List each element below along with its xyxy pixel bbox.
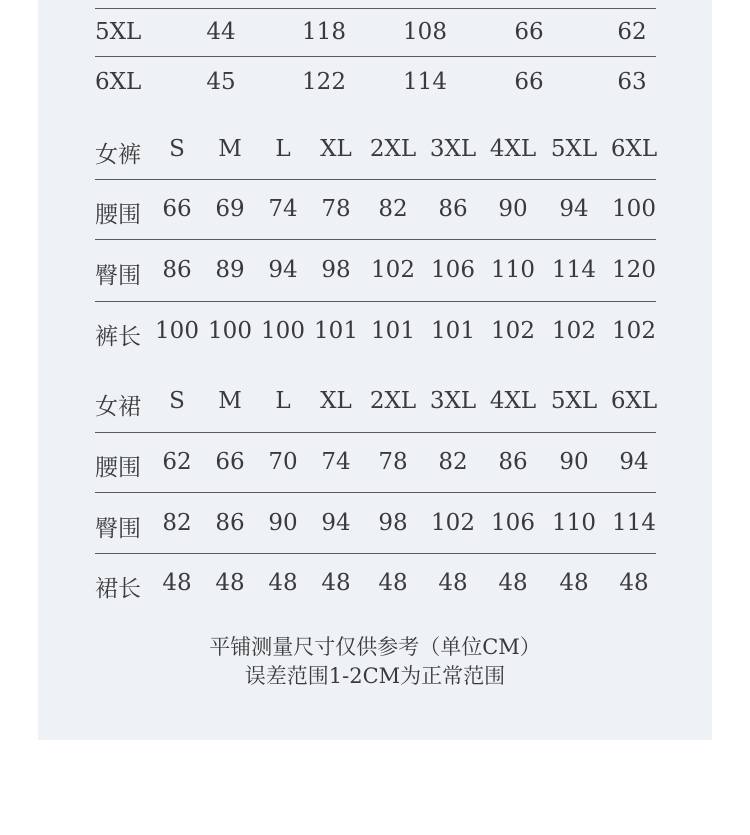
table-cell: 62 (162, 449, 192, 475)
table-row (95, 302, 656, 362)
table-cell: 86 (215, 510, 245, 536)
table-cell: 110 (491, 257, 535, 283)
women-pants-size-table (95, 131, 656, 362)
table-cell: 48 (268, 570, 298, 596)
table-cell: 94 (559, 196, 589, 222)
row-label: 臀围 (95, 263, 141, 289)
table-cell: 106 (431, 257, 475, 283)
table-cell: 101 (371, 318, 415, 344)
row-label: 腰围 (95, 202, 141, 228)
table-cell: 102 (431, 510, 475, 536)
table-cell: 90 (559, 449, 589, 475)
women-skirt-size-table (95, 383, 656, 614)
table-cell: 82 (162, 510, 192, 536)
column-header: 5XL (550, 388, 598, 414)
column-header: 4XL (489, 388, 537, 414)
table-cell: 100 (261, 318, 305, 344)
table-header-row (95, 383, 656, 433)
table-cell: 74 (321, 449, 351, 475)
table-cell: 94 (268, 257, 298, 283)
table-row (95, 493, 656, 554)
table-cell: 66 (514, 19, 544, 45)
column-header: 3XL (429, 388, 477, 414)
table-cell: 48 (498, 570, 528, 596)
table-cell: 94 (321, 510, 351, 536)
column-header: XL (320, 388, 352, 414)
measurement-note: 平铺测量尺寸仅供参考（单位CM） (209, 635, 541, 659)
table-cell: 98 (321, 257, 351, 283)
table-cell: 98 (378, 510, 408, 536)
table-cell: 100 (612, 196, 656, 222)
table-cell: 66 (514, 69, 544, 95)
table-cell: 63 (617, 69, 647, 95)
table-cell: 86 (162, 257, 192, 283)
table-cell: 78 (321, 196, 351, 222)
table-cell: 101 (431, 318, 475, 344)
table-row (95, 240, 656, 302)
table-title: 女裤 (95, 142, 141, 168)
table-cell: 74 (268, 196, 298, 222)
table-cell: 114 (403, 69, 447, 95)
table-cell: 102 (552, 318, 596, 344)
table-cell: 78 (378, 449, 408, 475)
column-header: 5XL (550, 136, 598, 162)
table-cell: 122 (302, 69, 346, 95)
column-header: 6XL (610, 136, 658, 162)
table-cell: 114 (552, 257, 596, 283)
table-cell: 89 (215, 257, 245, 283)
table-cell: 102 (491, 318, 535, 344)
table-cell: 110 (552, 510, 596, 536)
table-cell: 90 (498, 196, 528, 222)
table-row (95, 433, 656, 493)
table-row (95, 9, 656, 57)
table-cell: 100 (155, 318, 199, 344)
table-cell: 86 (498, 449, 528, 475)
size-chart-panel (38, 0, 712, 740)
table-cell: 48 (438, 570, 468, 596)
table-cell: 48 (619, 570, 649, 596)
table-cell: 102 (371, 257, 415, 283)
column-header: 3XL (429, 136, 477, 162)
table-cell: 101 (314, 318, 358, 344)
column-header: 4XL (489, 136, 537, 162)
column-header: XL (320, 136, 352, 162)
size-label: 6XL (95, 69, 142, 95)
table-cell: 48 (215, 570, 245, 596)
table-cell: 82 (438, 449, 468, 475)
column-header: M (218, 388, 242, 414)
table-cell: 48 (378, 570, 408, 596)
table-cell: 102 (612, 318, 656, 344)
row-label: 裤长 (95, 324, 141, 350)
table-cell: 94 (619, 449, 649, 475)
table-cell: 114 (612, 510, 656, 536)
row-label: 腰围 (95, 455, 141, 481)
column-header: L (275, 136, 291, 162)
column-header: S (169, 388, 185, 414)
table-cell: 62 (617, 19, 647, 45)
size-label: 5XL (95, 19, 142, 45)
table-cell: 44 (206, 19, 236, 45)
column-header: 2XL (369, 388, 417, 414)
table-cell: 86 (438, 196, 468, 222)
row-label: 臀围 (95, 516, 141, 542)
table-cell: 70 (268, 449, 298, 475)
table-cell: 82 (378, 196, 408, 222)
table-cell: 106 (491, 510, 535, 536)
table-cell: 90 (268, 510, 298, 536)
table-cell: 120 (612, 257, 656, 283)
column-header: L (275, 388, 291, 414)
column-header: 6XL (610, 388, 658, 414)
column-header: S (169, 136, 185, 162)
row-label: 裙长 (95, 576, 141, 602)
table-cell: 48 (162, 570, 192, 596)
table-cell: 66 (215, 449, 245, 475)
table-title: 女裙 (95, 394, 141, 420)
table-cell: 45 (206, 69, 236, 95)
table-row (95, 554, 656, 614)
column-header: M (218, 136, 242, 162)
column-header: 2XL (369, 136, 417, 162)
table-header-row (95, 131, 656, 180)
table-row (95, 57, 656, 107)
men-size-table-tail (95, 8, 656, 107)
table-cell: 100 (208, 318, 252, 344)
tolerance-note: 误差范围1-2CM为正常范围 (244, 664, 506, 688)
table-cell: 48 (559, 570, 589, 596)
table-cell: 118 (302, 19, 346, 45)
table-cell: 108 (403, 19, 447, 45)
table-cell: 69 (215, 196, 245, 222)
table-cell: 48 (321, 570, 351, 596)
table-cell: 66 (162, 196, 192, 222)
table-row (95, 180, 656, 240)
